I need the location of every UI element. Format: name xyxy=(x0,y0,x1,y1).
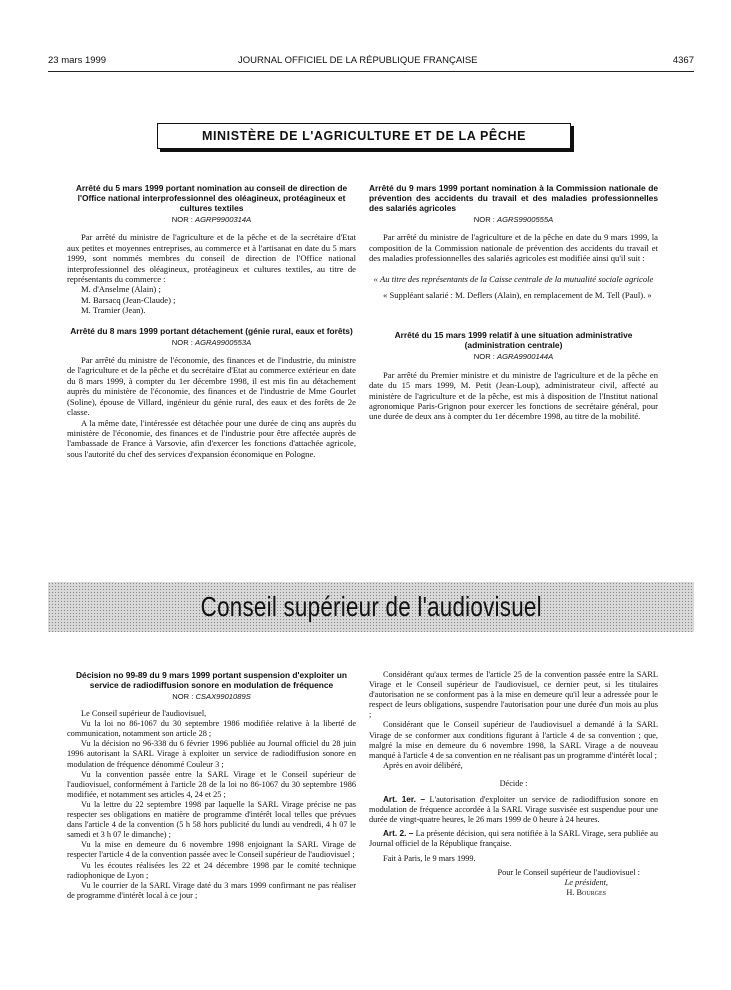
decision-nor: NOR : CSAX9901089S xyxy=(172,692,251,701)
decision-considerant-2: Considérant que le Conseil supérieur de l'audiovisuel a demandé à la SARL Virage de se conformer aux conditions figurant à l'article 4 de sa convention ; que, malgré la mise en demeure du 6 novembre 1998, la SARL Virage a de nouveau manqué à l'article 4 de sa convention en ne réalisant pas un programme d'intérêt local ; xyxy=(369,720,658,760)
decision-title: Décision no 99-89 du 9 mars 1999 portant suspension d'exploiter un service de radiodiffusion sonore en modulation de fréquence xyxy=(76,670,347,690)
decision-article-2: Art. 2. – La présente décision, qui sera notifiée à la SARL Virage, sera publiée au Journal officiel de la République française. xyxy=(369,829,658,849)
left-column-top xyxy=(67,183,356,459)
arrete-3-italic: « Au titre des représentants de la Caisse centrale de la mutualité sociale agricole xyxy=(373,273,654,284)
arrete-1-member: M. Barsacq (Jean-Claude) ; xyxy=(81,294,176,305)
decision-vu-6: Vu les écoutes réalisées les 22 et 24 décembre 1998 par le comité technique radiophonique de Lyon ; xyxy=(67,860,356,880)
arrete-1-member: M. Tramier (Jean). xyxy=(81,305,146,316)
arrete-2-nor: NOR : AGRA9900553A xyxy=(171,337,252,347)
arrete-4-body: Par arrêté du Premier ministre et du ministre de l'agriculture et de la pêche en date du 15 mars 1999, M. Petit (Jean-Loup), administrateur civil, affecté au ministère de l'agriculture et de la pêche, est mis à disposition de l'Institut national agronomique Paris-Grignon pour exercer les fonctions de secrétaire général, pour une durée de deux ans à compter du 1er décembre 1998, au titre de la mobilité. xyxy=(369,369,658,422)
decision-vu-5: Vu la mise en demeure du 6 novembre 1998 enjoignant la SARL Virage de respecter l'article 4 de la convention passée avec le Conseil supérieur de l'audiovisuel ; xyxy=(67,840,356,860)
arrete-1-body: Par arrêté du ministre de l'agriculture et de la pêche et de la secrétaire d'Etat aux petites et moyennes entreprises, au commerce et à l'artisanat en date du 5 mars 1999, sont nommés membres du conseil de direction de l'Office national interprofessionnel des oléagineux, protéagineux et cultures textiles, au titre de représentants du commerce : xyxy=(67,232,356,285)
arrete-3-nor: NOR : AGRS9900555A xyxy=(473,215,554,224)
arrete-3-title: Arrêté du 9 mars 1999 portant nomination à la Commission nationale de prévention des accidents du travail et des maladies professionnelles des salariés agricoles xyxy=(369,183,658,213)
decision-vu-0: Le Conseil supérieur de l'audiovisuel, xyxy=(81,709,207,719)
left-column-bottom xyxy=(67,670,356,901)
decision-signature-line-3: H. Bourges xyxy=(566,887,606,897)
csa-banner xyxy=(48,582,694,632)
arrete-2-para-1: Par arrêté du ministre de l'économie, des finances et de l'industrie, du ministre de l'agriculture et de la pêche et du secrétaire d'Etat au commerce extérieur en date du 8 mars 1999, à compter du 1er décembre 1998, il est mis fin au détachement auprès du ministère de l'économie, des finances et de l'industrie de Mme Gourlet (Soline), épouse de Villard, ingénieur du génie rural, des eaux et des forêts de 2e classe. xyxy=(67,355,356,418)
arrete-3-body-2: « Suppléant salarié : M. Deflers (Alain), en remplacement de M. Tell (Paul). » xyxy=(383,290,652,301)
header-page-number: 4367 xyxy=(672,55,694,66)
right-column-top xyxy=(369,183,658,422)
decision-vu-4: Vu la lettre du 22 septembre 1998 par laquelle la SARL Virage précise ne pas respecter ses obligations en matière de programme d'intérêt local telles que prévues dans l'article 4 de la convention (5 h 58 hors publicité du lundi au vendredi, 4 h 07 le samedi et 3 h 07 le dimanche) ; xyxy=(67,799,356,840)
decision-vu-2: Vu la décision no 96-338 du 6 février 1996 publiée au Journal officiel du 28 juin 1996 autorisant la SARL Virage à exploiter un service de radiodiffusion sonore en modulation de fréquence dénommé Couleur 3 ; xyxy=(67,739,356,769)
decision-decide: Décide : xyxy=(499,778,528,788)
decision-done-at: Fait à Paris, le 9 mars 1999. xyxy=(383,853,476,863)
arrete-4-nor: NOR : AGRA9900144A xyxy=(473,352,554,362)
header-rule xyxy=(48,71,694,72)
decision-article-1: Art. 1er. – L'autorisation d'exploiter un service de radiodiffusion sonore en modulation de fréquence accordée à la SARL Virage susvisée est suspendue pour une durée de vingt-quatre heures, le 26 mars 1999 de 0 heure à 24 heures. xyxy=(369,795,658,825)
arrete-2-title: Arrêté du 8 mars 1999 portant détachement (génie rural, eaux et forêts) xyxy=(70,325,353,336)
ministry-heading: MINISTÈRE DE L'AGRICULTURE ET DE LA PÊCHE xyxy=(157,123,571,149)
header-journal-title: JOURNAL OFFICIEL DE LA RÉPUBLIQUE FRANÇAISE xyxy=(238,55,478,66)
arrete-1-member: M. d'Anselme (Alain) ; xyxy=(81,284,161,295)
header-date: 23 mars 1999 xyxy=(48,55,107,66)
csa-banner-title: Conseil supérieur de l'audiovisuel xyxy=(200,591,542,622)
decision-vu-3: Vu la convention passée entre la SARL Virage et le Conseil supérieur de l'audiovisuel, conformément à l'article 28 de la loi no 86-1067 du 30 septembre 1986 modifiée, et notamment ses articles 4, 24 et 25 ; xyxy=(67,769,356,799)
page-header xyxy=(48,55,694,69)
decision-signature-line-2: Le président, xyxy=(564,877,608,887)
arrete-3-body: Par arrêté du ministre de l'agriculture et de la pêche en date du 9 mars 1999, la composition de la Commission nationale de prévention des accidents du travail et des maladies professionnelles des salariés agricoles est modifiée ainsi qu'il suit : xyxy=(369,232,658,264)
arrete-1-nor: NOR : AGRP9900314A xyxy=(171,215,252,224)
right-column-bottom xyxy=(369,670,658,898)
decision-vu-7: Vu le courrier de la SARL Virage daté du 3 mars 1999 confirmant ne pas réaliser de programme d'intérêt local à ce jour ; xyxy=(67,880,356,900)
decision-vu-1: Vu la loi no 86-1067 du 30 septembre 1986 modifiée relative à la liberté de communication, notamment son article 28 ; xyxy=(67,719,356,739)
decision-considerant-1: Considérant qu'aux termes de l'article 25 de la convention passée entre la SARL Virage et le Conseil supérieur de l'audiovisuel, ce dernier peut, si les titulaires d'autorisation ne se conforment pas à la mise en demeure qu'il leur a adressée pour le respect de leurs obligations, suspendre l'autorisation pour une durée d'un mois au plus ; xyxy=(369,670,658,720)
arrete-4-title: Arrêté du 15 mars 1999 relatif à une situation administrative (administration centrale) xyxy=(394,330,633,351)
decision-signature-line-1: Pour le Conseil supérieur de l'audiovisuel : xyxy=(497,867,640,877)
arrete-2-para-2: A la même date, l'intéressée est détachée pour une durée de cinq ans auprès du ministère de l'économie, des finances et de l'industrie pour être affectée auprès de l'ambassade de France à Varsovie, afin d'exercer les fonctions d'attachée agricole, sous l'autorité du chef des services d'expansion économique en Pologne. xyxy=(67,417,356,459)
decision-deliberation: Après en avoir délibéré, xyxy=(383,760,463,770)
arrete-1-title: Arrêté du 5 mars 1999 portant nomination au conseil de direction de l'Office national interprofessionnel des oléagineux, protéagineux et cultures textiles xyxy=(75,183,348,213)
